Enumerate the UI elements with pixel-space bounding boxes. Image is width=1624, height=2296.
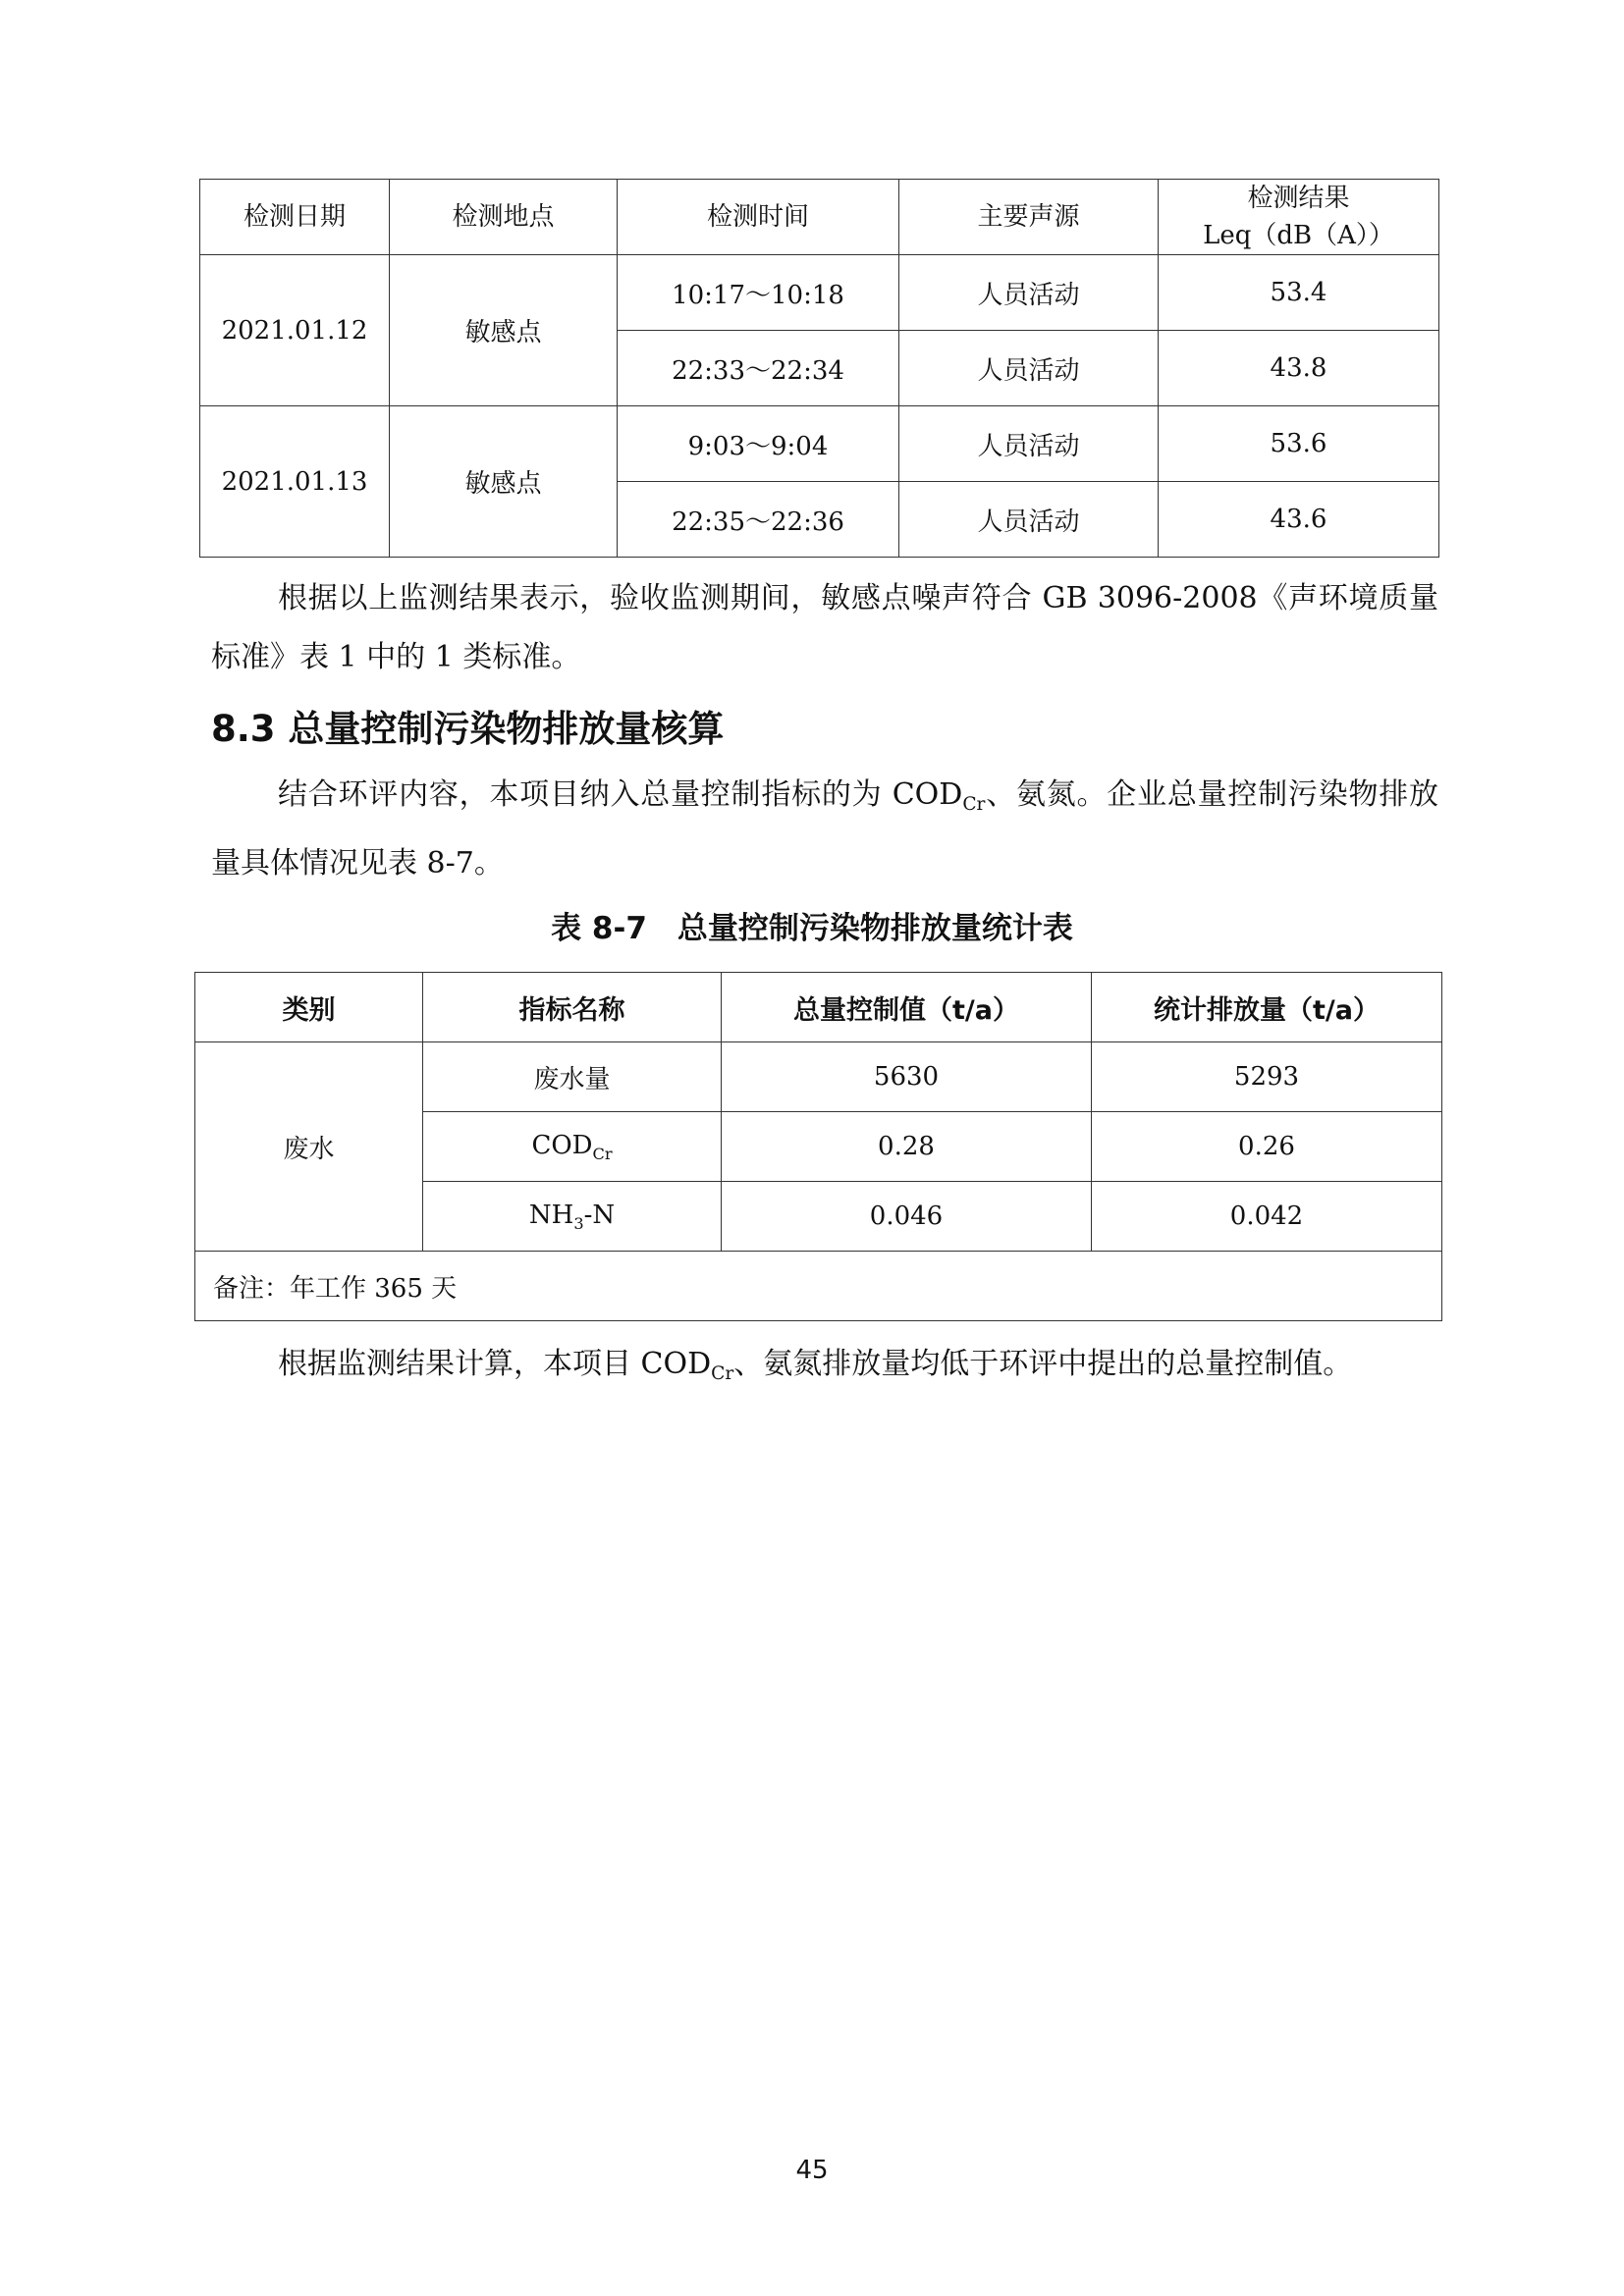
header-indicator: 指标名称 xyxy=(423,973,722,1042)
actual-cell: 0.042 xyxy=(1092,1182,1442,1252)
indicator-cell: 废水量 xyxy=(423,1042,722,1112)
header-result-unit: Leq（dB（A）） xyxy=(1203,221,1394,250)
section-heading: 8.3 总量控制污染物排放量核算 xyxy=(211,708,725,750)
header-result xyxy=(1159,180,1439,255)
note-cell: 备注：年工作 365 天 xyxy=(195,1252,1442,1321)
limit-cell: 5630 xyxy=(722,1042,1092,1112)
category-cell: 废水 xyxy=(195,1042,423,1252)
source-cell: 人员活动 xyxy=(899,331,1159,406)
limit-cell: 0.28 xyxy=(722,1112,1092,1182)
limit-cell: 0.046 xyxy=(722,1182,1092,1252)
table-row xyxy=(195,1042,1442,1112)
para-text: 、氨氮排放量均低于环评中提出的总量控制值。 xyxy=(733,1347,1353,1381)
date-cell: 2021.01.13 xyxy=(200,406,390,558)
note-row xyxy=(195,1252,1442,1321)
source-cell: 人员活动 xyxy=(899,406,1159,482)
time-cell: 22:33～22:34 xyxy=(618,331,899,406)
result-cell: 53.6 xyxy=(1159,406,1439,482)
source-cell: 人员活动 xyxy=(899,255,1159,331)
noise-header-row xyxy=(200,180,1439,255)
subscript: Cr xyxy=(962,794,986,815)
table-row xyxy=(200,255,1439,331)
header-date: 检测日期 xyxy=(200,180,390,255)
subscript: Cr xyxy=(592,1144,613,1163)
indicator-tail: -N xyxy=(583,1200,616,1230)
header-time: 检测时间 xyxy=(618,180,899,255)
total-control-conclusion-paragraph xyxy=(211,1335,1438,1404)
date-cell: 2021.01.12 xyxy=(200,255,390,406)
page-number: 45 xyxy=(795,2156,829,2185)
result-cell: 53.4 xyxy=(1159,255,1439,331)
location-cell: 敏感点 xyxy=(390,406,618,558)
header-category: 类别 xyxy=(195,973,423,1042)
total-header-row xyxy=(195,973,1442,1042)
indicator-main: COD xyxy=(531,1130,593,1160)
para-text: 根据监测结果计算，本项目 COD xyxy=(278,1347,712,1381)
noise-conclusion-paragraph: 根据以上监测结果表示，验收监测期间，敏感点噪声符合 GB 3096-2008《声环境质量标准》表 1 中的 1 类标准。 xyxy=(211,581,1438,674)
actual-cell: 5293 xyxy=(1092,1042,1442,1112)
header-source: 主要声源 xyxy=(899,180,1159,255)
time-cell: 22:35～22:36 xyxy=(618,482,899,558)
header-limit: 总量控制值（t/a） xyxy=(722,973,1092,1042)
subscript: Cr xyxy=(711,1363,734,1384)
indicator-cell xyxy=(423,1112,722,1182)
actual-cell: 0.26 xyxy=(1092,1112,1442,1182)
para-text: 、氨氮。企业总量控制污染物排放量具体情况见表 8-7。 xyxy=(211,777,1439,881)
time-cell: 10:17～10:18 xyxy=(618,255,899,331)
location-cell: 敏感点 xyxy=(390,255,618,406)
header-actual: 统计排放量（t/a） xyxy=(1092,973,1442,1042)
result-cell: 43.8 xyxy=(1159,331,1439,406)
result-cell: 43.6 xyxy=(1159,482,1439,558)
table-row xyxy=(200,406,1439,482)
total-control-intro-paragraph xyxy=(211,766,1438,893)
total-control-table xyxy=(194,972,1442,1321)
noise-monitoring-table xyxy=(199,179,1439,558)
time-cell: 9:03～9:04 xyxy=(618,406,899,482)
source-cell: 人员活动 xyxy=(899,482,1159,558)
para-text: 结合环评内容，本项目纳入总量控制指标的为 COD xyxy=(278,777,963,812)
header-location: 检测地点 xyxy=(390,180,618,255)
indicator-main: NH xyxy=(528,1200,574,1230)
indicator-cell xyxy=(423,1182,722,1252)
subscript: 3 xyxy=(573,1213,584,1233)
table-caption: 表 8-7 总量控制污染物排放量统计表 xyxy=(551,911,1073,946)
header-result-title: 检测结果 xyxy=(1247,184,1350,213)
